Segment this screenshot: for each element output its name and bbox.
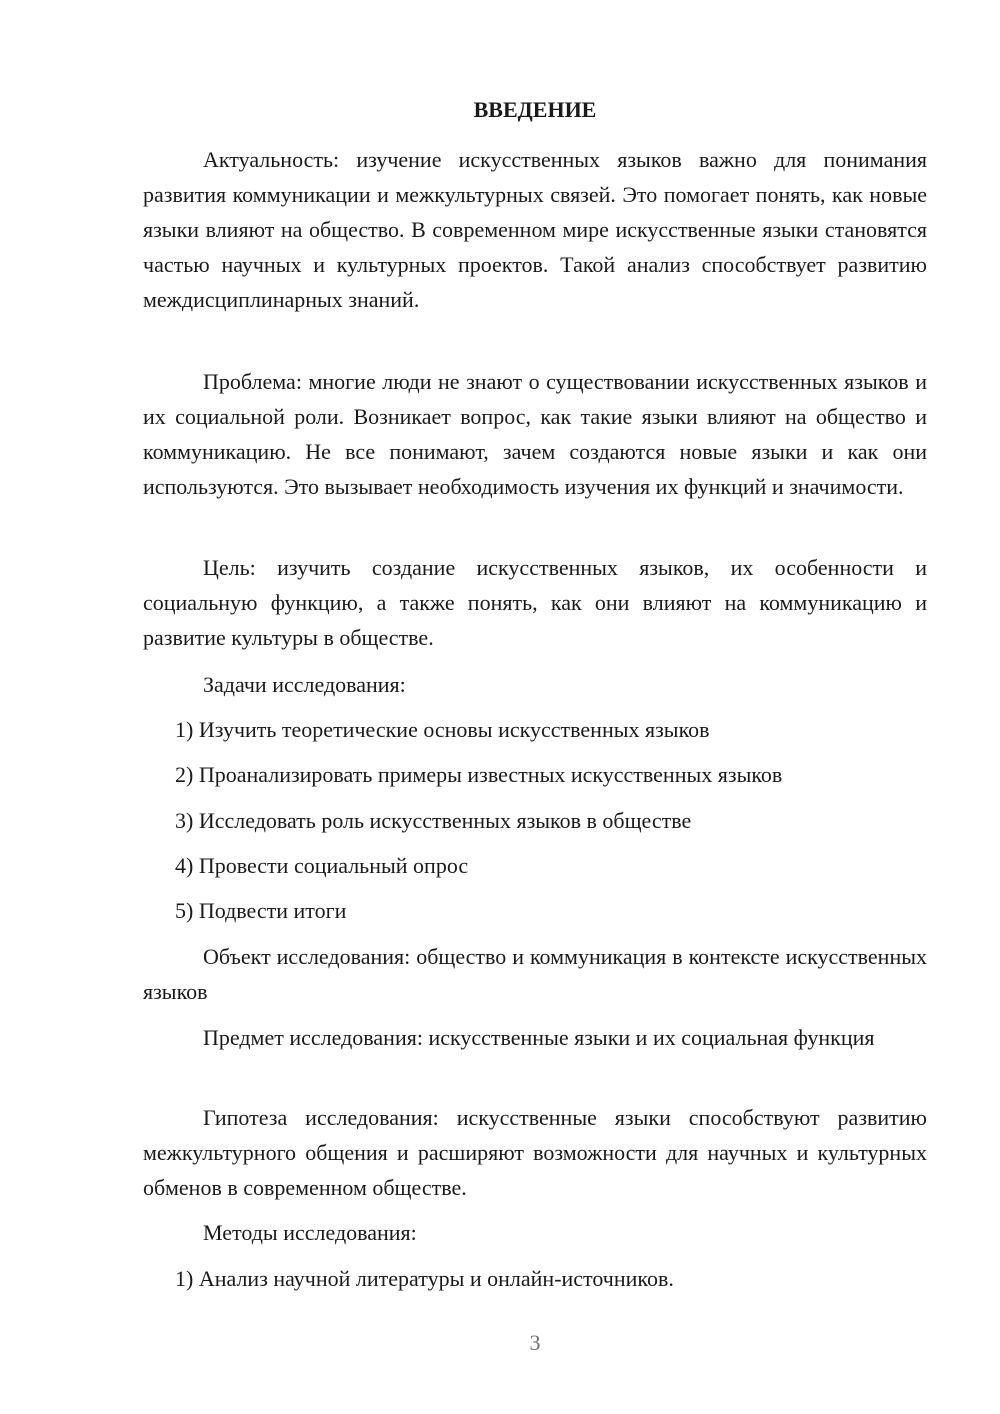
paragraph-relevance: Актуальность: изучение искусственных языков важно для понимания развития коммуникации и межкультурных связей. Это помогает понять, как новые языки влияют на общество. В современном мире искусственные языки становятся частью научных и культурных проектов. Такой анализ способствует развитию междисциплинарных знаний. [143, 147, 927, 312]
task-item-3: 3) Исследовать роль искусственных языков в обществе [175, 808, 692, 833]
task-item-1: 1) Изучить теоретические основы искусственных языков [175, 717, 710, 742]
page-number: 3 [529, 1330, 541, 1355]
paragraph-subject: Предмет исследования: искусственные языки и их социальная функция [203, 1025, 875, 1050]
paragraph-problem: Проблема: многие люди не знают о существовании искусственных языков и их социальной роли. Возникает вопрос, как такие языки влияют на общество и коммуникацию. Не все понимают, зачем создаются новые языки и как они используются. Это вызывает необходимость изучения их функций и значимости. [143, 369, 927, 499]
method-item-1: 1) Анализ научной литературы и онлайн-источников. [175, 1266, 674, 1291]
task-item-4: 4) Провести социальный опрос [175, 853, 469, 878]
task-item-5: 5) Подвести итоги [175, 898, 347, 923]
paragraph-goal: Цель: изучить создание искусственных языков, их особенности и социальную функцию, а также понять, как они влияют на коммуникацию и развитие культуры в обществе. [143, 555, 927, 650]
paragraph-object: Объект исследования: общество и коммуникация в контексте искусственных языков [143, 944, 927, 1004]
page-title: ВВЕДЕНИЕ [473, 97, 597, 122]
methods-heading: Методы исследования: [203, 1220, 417, 1245]
task-item-2: 2) Проанализировать примеры известных искусственных языков [175, 762, 783, 787]
paragraph-hypothesis: Гипотеза исследования: искусственные языки способствуют развитию межкультурного общения и расширяют возможности для научных и культурных обменов в современном обществе. [143, 1105, 927, 1200]
tasks-heading: Задачи исследования: [203, 672, 406, 697]
